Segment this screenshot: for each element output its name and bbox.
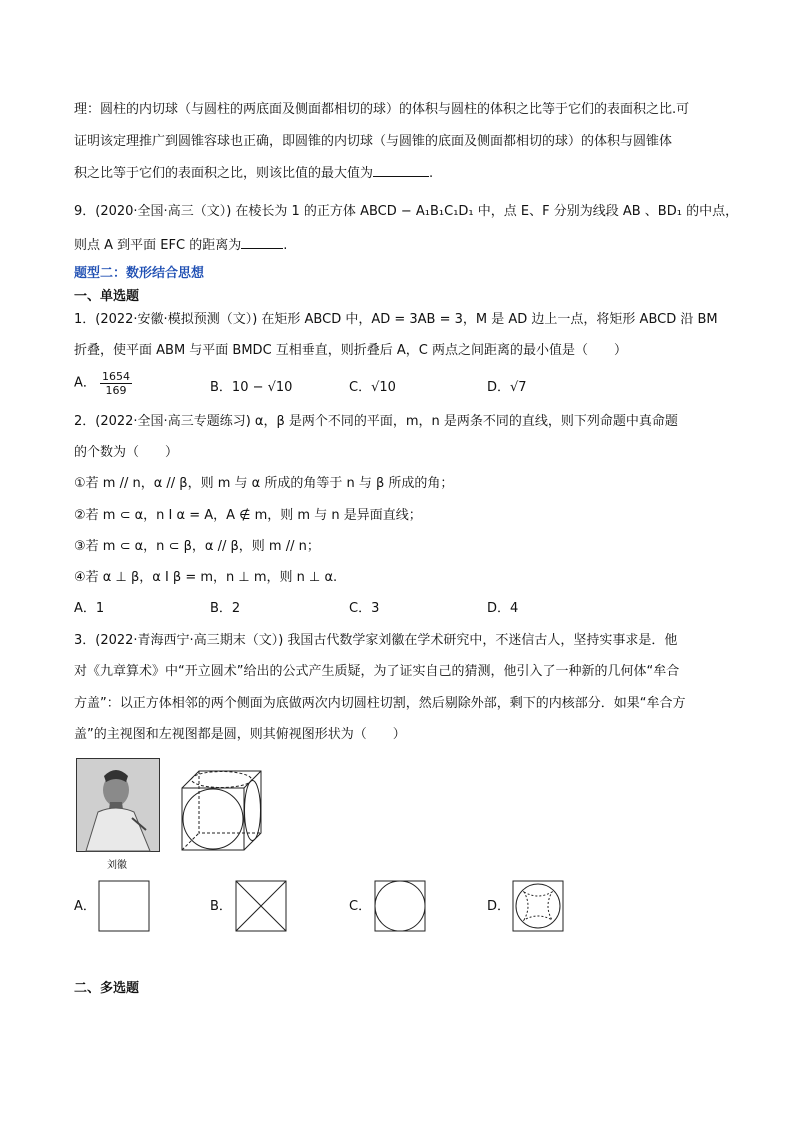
portrait-caption: 刘徽 [107,860,127,871]
q3-line-4: 盖”的主视图和左视图都是圆，则其俯视图形状为（ ） [74,727,406,742]
q2-statement-1: ①若 m // n，α // β，则 m 与 α 所成的角等于 n 与 β 所成的角； [74,476,454,491]
q8-line-1: 理：圆柱的内切球（与圆柱的两底面及侧面都相切的球）的体积与圆柱的体积之比等于它们的表面积之比.可 [74,102,690,117]
q9-line-2-text: 则点 A 到平面 EFC 的距离为 [74,238,242,253]
q3-line-2: 对《九章算术》中“开立圆术”给出的公式产生质疑，为了证实自己的猜测，他引入了一种新的几何体“牟合 [74,664,680,679]
q1-line-2: 折叠，使平面 ABM 与平面 BMDC 互相垂直，则折叠后 A，C 两点之间距离的最小值是（ ） [74,343,628,358]
q3-line-1: 3．(2022·青海西宁·高三期末（文）) 我国古代数学家刘徽在学术研究中，不迷信古人，坚持实事求是．他 [74,633,678,648]
q1-line-1: 1．(2022·安徽·模拟预测（文）) 在矩形 ABCD 中，AD = 3AB = 3，M 是 AD 边上一点，将矩形 ABCD 沿 BM [74,312,718,327]
q2-statement-3: ③若 m ⊂ α，n ⊂ β，α // β，则 m // n； [74,539,320,554]
q3-option-a[interactable]: A． [74,899,96,914]
q3-line-3: 方盖”：以正方体相邻的两个侧面为底做两次内切圆柱切割，然后剔除外部，剩下的内核部分．如果“牟合方 [74,696,686,711]
section-heading-type-2: 题型二：数形结合思想 [74,266,205,281]
q1-option-c[interactable]: C．√10 [349,380,396,395]
q2-option-b[interactable]: B．2 [210,601,241,616]
q2-option-a[interactable]: A．1 [74,601,105,616]
q9-line-1: 9．(2020·全国·高三（文）) 在棱长为 1 的正方体 ABCD − A₁B₁C₁D₁ 中，点 E、F 分别为线段 AB 、BD₁ 的中点， [74,204,739,219]
square-circle-icon[interactable] [374,880,426,932]
section-heading-single-choice: 一、单选题 [74,289,140,304]
q2-option-c[interactable]: C．3 [349,601,380,616]
q2-line-2: 的个数为（ ） [74,445,179,460]
fraction [100,370,132,397]
q1-option-d[interactable]: D．√7 [487,380,527,395]
q3-option-b[interactable]: B． [210,899,232,914]
q2-line-1: 2．(2022·全国·高三专题练习) α，β 是两个不同的平面，m，n 是两条不同的直线，则下列命题中真命题 [74,414,678,429]
q3-option-d[interactable]: D． [487,899,511,914]
q8-line-3 [74,164,433,183]
q9-line-2 [74,236,287,255]
q3-option-c[interactable]: C． [349,899,372,914]
fraction-numerator: 1654 [102,370,131,383]
square-circle-star-icon[interactable] [512,880,564,932]
q1-option-a-label: A． [74,375,96,391]
q2-option-d[interactable]: D．4 [487,601,519,616]
fraction-denominator: 169 [105,384,127,397]
portrait-image [76,758,160,852]
cube-diagram [179,768,263,852]
q8-line-2: 证明该定理推广到圆锥容球也正确，即圆锥的内切球（与圆锥的底面及侧面都相切的球）的体积与圆锥体 [74,134,673,149]
square-cross-icon[interactable] [235,880,287,932]
q9-line-2-end: . [283,238,288,253]
answer-blank[interactable] [241,236,283,249]
answer-blank[interactable] [373,164,429,177]
q8-line-3-end: . [429,166,434,181]
q1-option-a[interactable] [74,370,132,397]
q2-statement-4: ④若 α ⊥ β，α I β = m，n ⊥ m，则 n ⊥ α. [74,570,338,585]
square-icon[interactable] [98,880,150,932]
section-heading-multi-choice: 二、多选题 [74,981,140,996]
q2-statement-2: ②若 m ⊂ α，n I α = A，A ∉ m，则 m 与 n 是异面直线； [74,508,422,523]
q1-option-b[interactable]: B．10 − √10 [210,380,293,395]
q8-line-3-text: 积之比等于它们的表面积之比，则该比值的最大值为 [74,166,374,181]
